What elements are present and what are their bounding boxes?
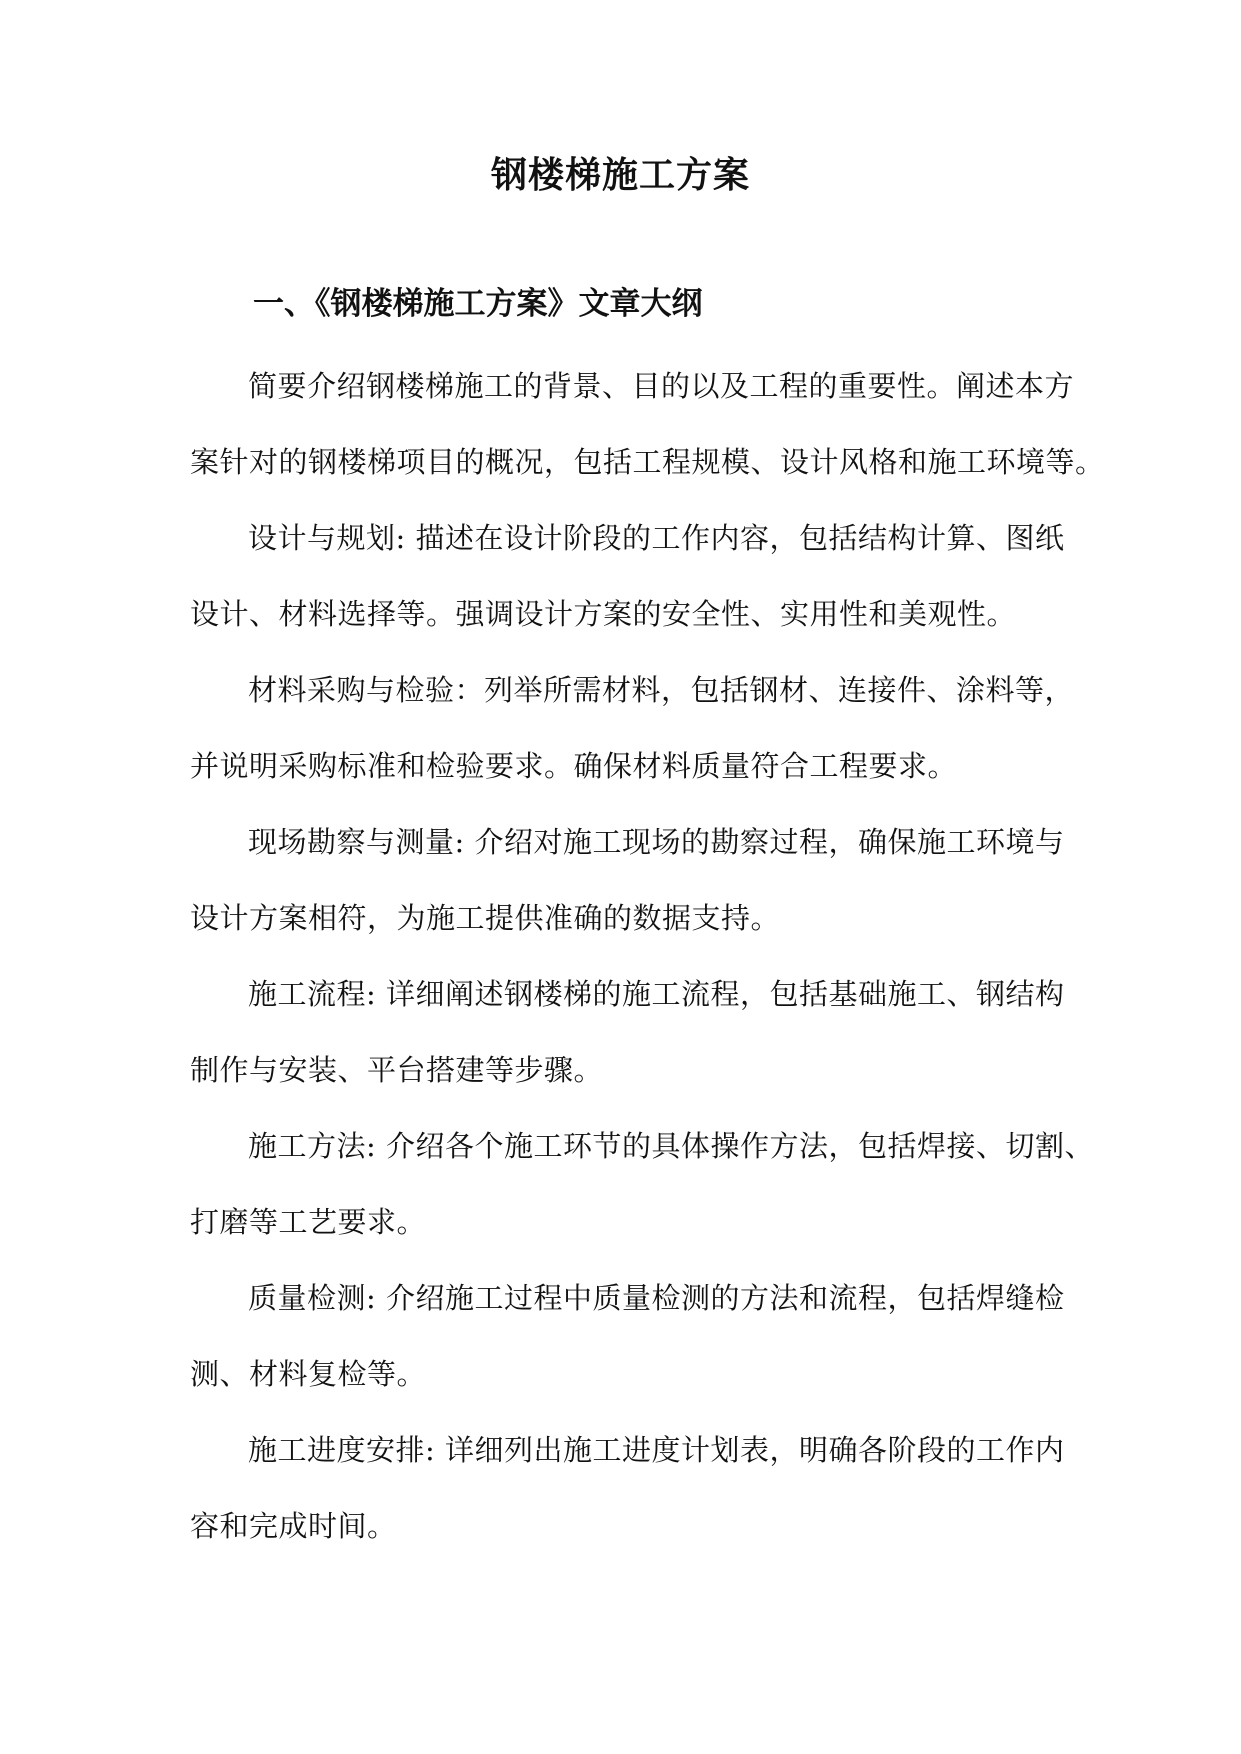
body-text xyxy=(190,362,1105,1578)
paragraph-intro xyxy=(190,362,1105,514)
paragraph-line: 材料采购与检验：列举所需材料，包括钢材、连接件、涂料等， xyxy=(248,673,1075,707)
paragraph-line: 测、材料复检等。 xyxy=(190,1357,427,1391)
document-title: 钢楼梯施工方案 xyxy=(490,154,750,196)
paragraph-process xyxy=(190,970,1068,1122)
paragraph-line: 容和完成时间。 xyxy=(190,1509,397,1543)
paragraph-methods xyxy=(190,1122,1094,1274)
paragraph-survey xyxy=(190,818,1068,970)
paragraph-line: 设计与规划: 描述在设计阶段的工作内容，包括结构计算、图纸 xyxy=(248,521,1065,555)
paragraph-schedule xyxy=(190,1426,1068,1578)
paragraph-materials xyxy=(190,666,1075,818)
paragraph-line: 简要介绍钢楼梯施工的背景、目的以及工程的重要性。阐述本方 xyxy=(248,369,1075,403)
paragraph-design xyxy=(190,514,1068,666)
paragraph-line: 打磨等工艺要求。 xyxy=(190,1205,427,1239)
paragraph-line: 施工方法: 介绍各个施工环节的具体操作方法，包括焊接、切割、 xyxy=(248,1129,1094,1163)
paragraph-line: 质量检测: 介绍施工过程中质量检测的方法和流程，包括焊缝检 xyxy=(248,1281,1065,1315)
paragraph-line: 施工进度安排: 详细列出施工进度计划表，明确各阶段的工作内 xyxy=(248,1433,1065,1467)
paragraph-line: 并说明采购标准和检验要求。确保材料质量符合工程要求。 xyxy=(190,749,958,783)
paragraph-line: 案针对的钢楼梯项目的概况，包括工程规模、设计风格和施工环境等。 xyxy=(190,445,1105,479)
paragraph-quality xyxy=(190,1274,1068,1426)
paragraph-line: 设计、材料选择等。强调设计方案的安全性、实用性和美观性。 xyxy=(190,597,1017,631)
paragraph-line: 施工流程: 详细阐述钢楼梯的施工流程，包括基础施工、钢结构 xyxy=(248,977,1065,1011)
paragraph-line: 设计方案相符，为施工提供准确的数据支持。 xyxy=(190,901,781,935)
paragraph-line: 制作与安装、平台搭建等步骤。 xyxy=(190,1053,604,1087)
section-heading: 一、《钢楼梯施工方案》文章大纲 xyxy=(253,286,703,322)
paragraph-line: 现场勘察与测量: 介绍对施工现场的勘察过程，确保施工环境与 xyxy=(248,825,1065,859)
